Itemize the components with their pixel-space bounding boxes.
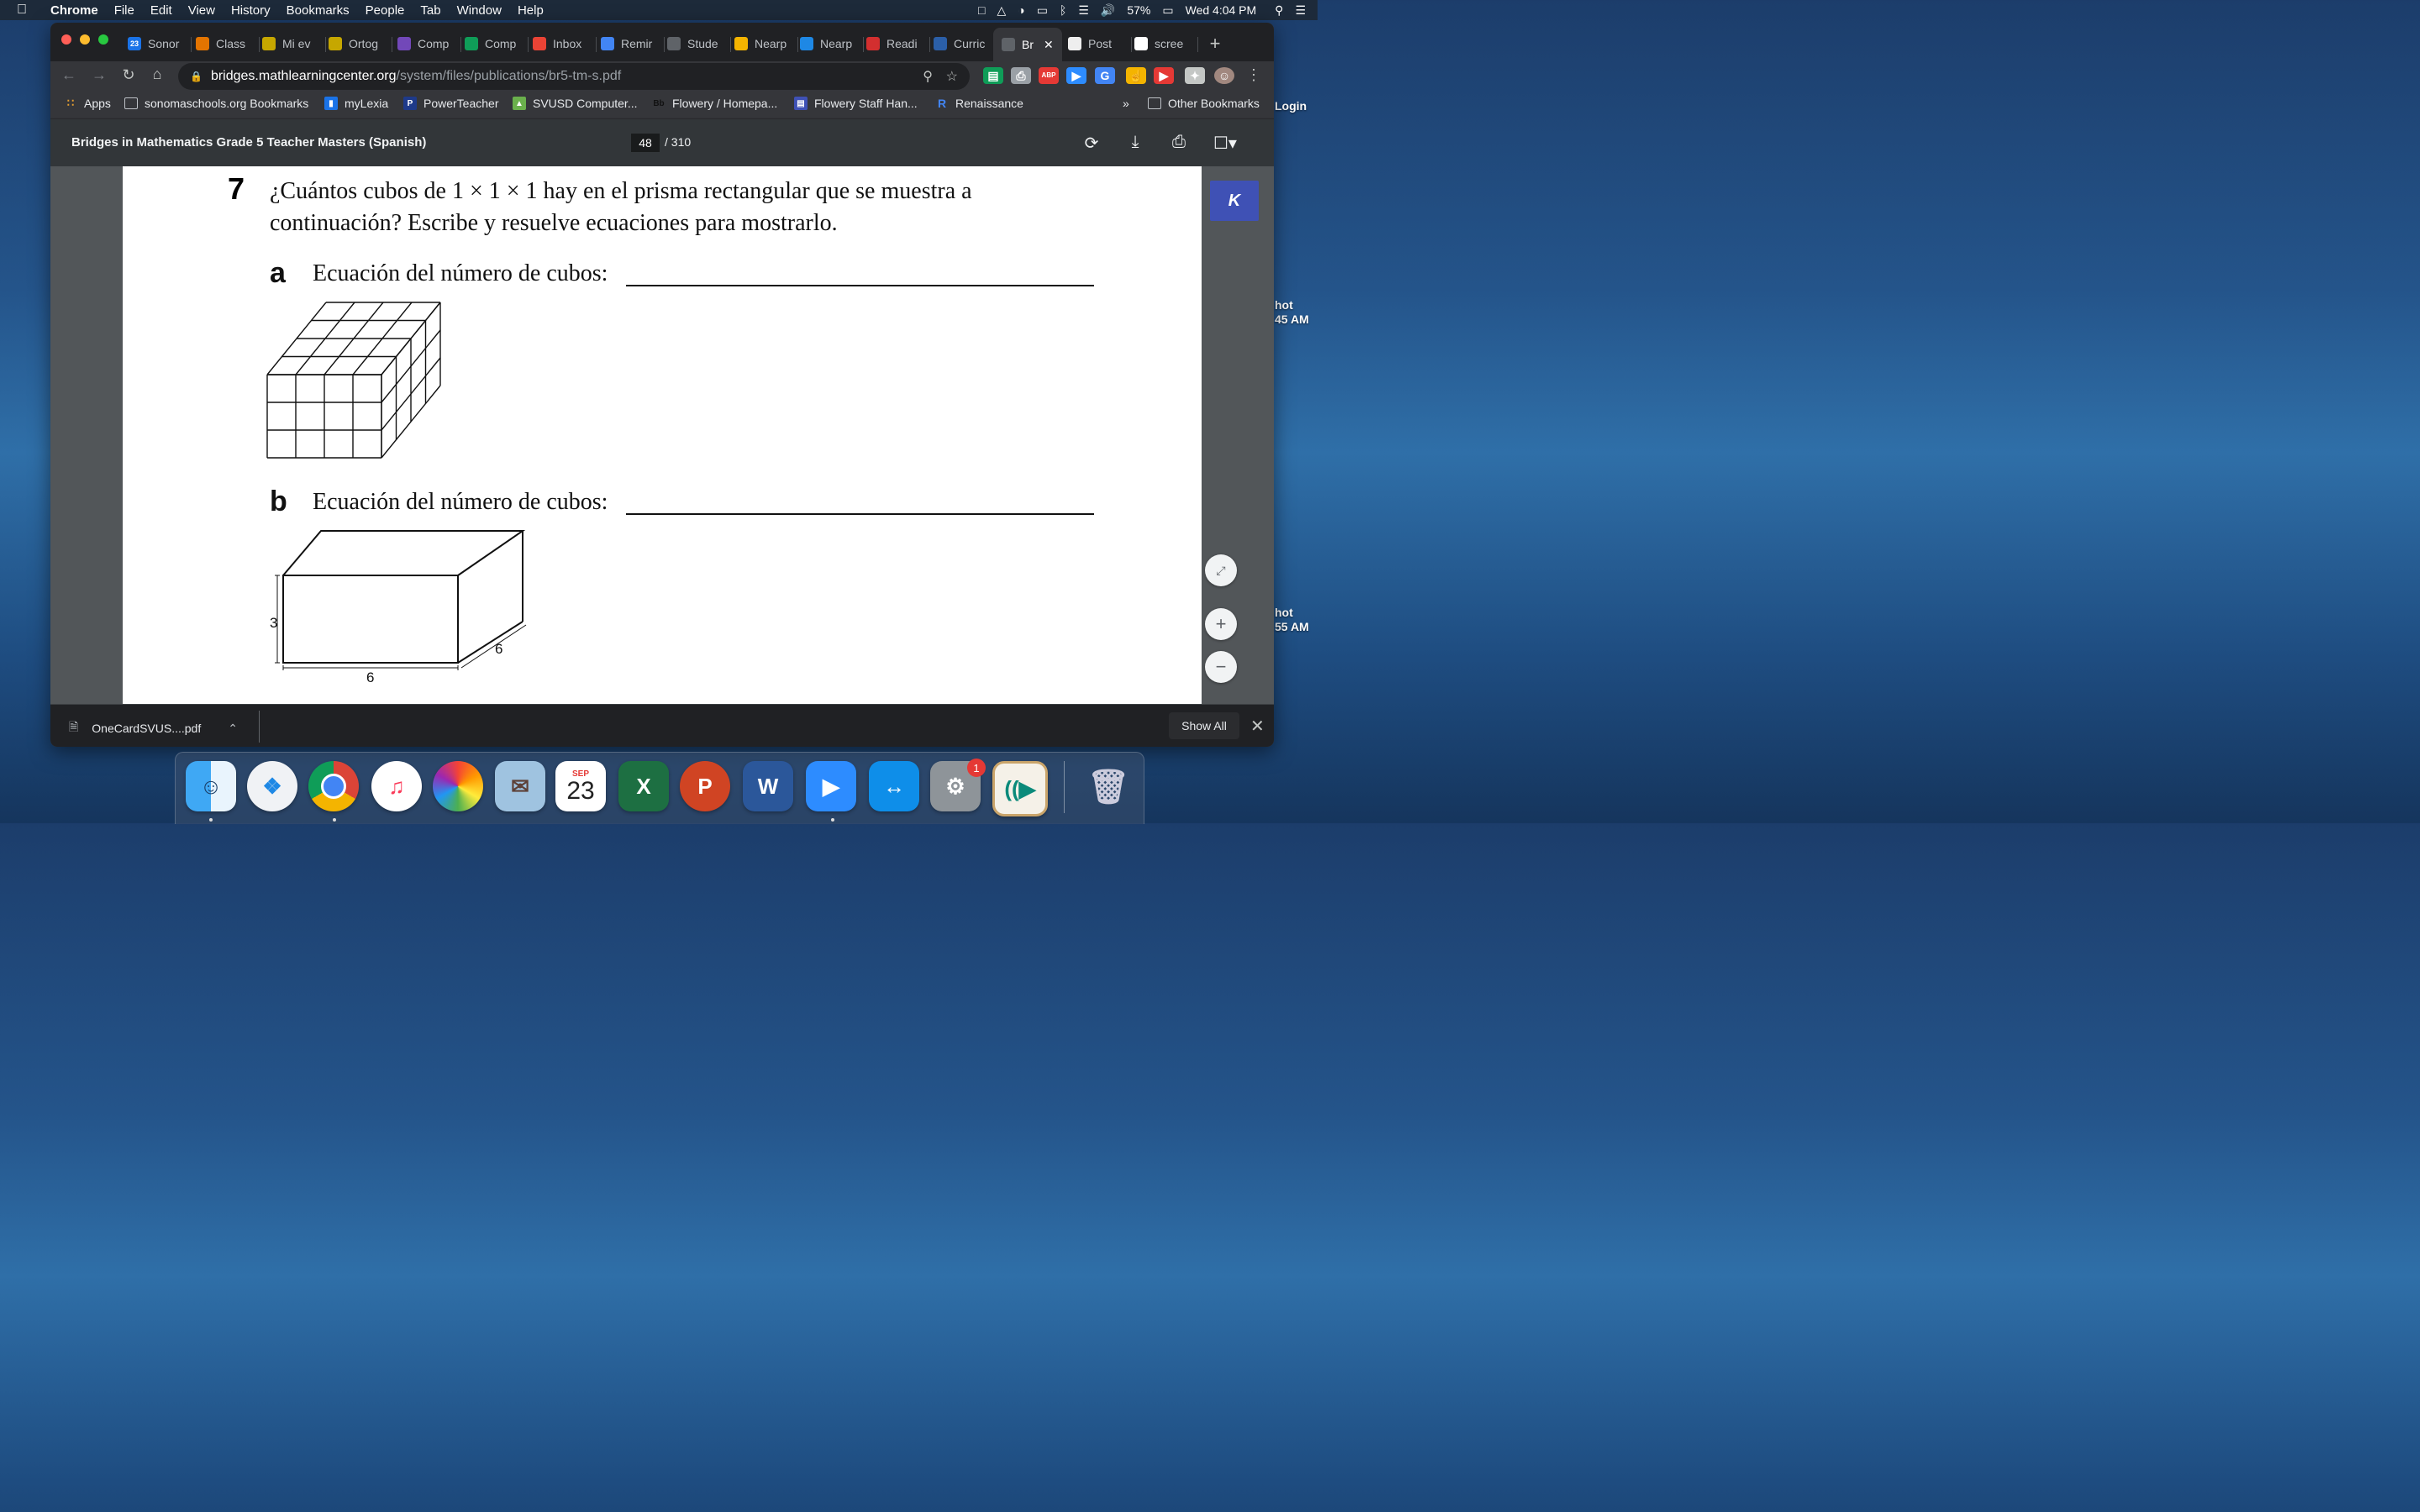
tab-title: scree [1155, 37, 1184, 50]
powerpoint-icon[interactable]: P [680, 761, 730, 811]
fit-page-icon[interactable]: ⤢ [1205, 554, 1237, 586]
tab-active[interactable] [993, 28, 1062, 61]
blackboard-icon: Bb [652, 97, 666, 110]
prism-bottom-edge [458, 622, 523, 663]
prism-top-face [283, 531, 523, 575]
pdf-file-icon: 🗎 [69, 720, 79, 733]
svusd-icon: ▲ [513, 97, 526, 110]
bookmark-svusd[interactable] [513, 97, 638, 110]
running-indicator [831, 818, 834, 822]
new-tab-button[interactable]: + [1209, 33, 1221, 54]
bookmark-flowery-staff[interactable] [794, 97, 918, 110]
menu-tab[interactable]: Tab [420, 3, 441, 18]
folder-icon [1148, 97, 1161, 109]
wifi-icon[interactable]: ☰ [1078, 3, 1089, 17]
chrome-window [50, 23, 1274, 747]
menu-bookmarks[interactable]: Bookmarks [286, 3, 350, 18]
zoom-window-button[interactable] [98, 34, 108, 45]
menu-help[interactable]: Help [517, 3, 544, 18]
bookmark-label: Flowery Staff Han... [814, 97, 918, 110]
depth-dimension-line [461, 625, 526, 668]
tab[interactable] [526, 29, 597, 58]
close-window-button[interactable] [61, 34, 71, 45]
pdf-viewport[interactable] [50, 166, 1274, 704]
tab-title: Curric [954, 37, 986, 50]
desktop-label-time: 55 AM [1275, 620, 1309, 633]
back-button[interactable]: ← [61, 66, 76, 83]
tab-title: Ortog [349, 37, 379, 50]
desktop-label-time: 45 AM [1275, 312, 1309, 326]
part-a-text: Ecuación del número de cubos: [313, 260, 608, 286]
calendar-icon[interactable] [555, 761, 606, 811]
clock[interactable]: Wed 4:04 PM [1185, 3, 1257, 17]
download-item[interactable] [69, 718, 238, 738]
width-label: 6 [366, 669, 375, 685]
tab[interactable] [728, 29, 798, 58]
part-b-text: Ecuación del número de cubos: [313, 489, 608, 515]
dock [175, 752, 1144, 824]
zoom-out-button[interactable]: − [1205, 651, 1237, 683]
compass-icon [800, 37, 813, 50]
plus-icon [465, 37, 478, 50]
puzzle-extensions-icon[interactable]: ✦ [1185, 67, 1205, 84]
tab[interactable] [594, 29, 665, 58]
part-a-label: a [270, 257, 286, 289]
cast-extension-icon[interactable]: ▤ [983, 67, 1003, 84]
address-bar[interactable] [178, 63, 970, 90]
bookmark-star-icon[interactable]: ☆ [945, 70, 958, 84]
depth-label: 6 [495, 641, 503, 657]
menu-history[interactable]: History [230, 3, 271, 18]
zoom-in-button[interactable]: + [1205, 608, 1237, 640]
system-preferences-icon[interactable]: ⚙ [930, 761, 981, 811]
bookmark-label: Apps [84, 97, 111, 110]
rectangular-prism [266, 528, 534, 704]
tab[interactable] [255, 29, 326, 58]
tab-title: Comp [485, 37, 517, 50]
bookmark-label: PowerTeacher [424, 97, 499, 110]
printer-extension-icon[interactable]: ⎙ [1011, 67, 1031, 84]
tab[interactable] [458, 29, 529, 58]
zoom-extension-icon[interactable]: ▶ [1066, 67, 1086, 84]
bookmark-apps[interactable] [64, 97, 111, 110]
chrome-menu-icon[interactable]: ⋮ [1246, 66, 1261, 83]
tab-title: Stude [687, 37, 718, 50]
zoom-app-icon[interactable]: ▶ [806, 761, 856, 811]
tab-title: Comp [418, 37, 450, 50]
desktop-label-login: Login [1275, 99, 1307, 113]
calendar-day: 23 [566, 776, 595, 805]
bookmark-flowery-home[interactable] [652, 97, 777, 110]
minimize-window-button[interactable] [80, 34, 90, 45]
forward-button[interactable]: → [92, 66, 107, 83]
tab-title: Post [1088, 37, 1113, 50]
running-indicator [209, 818, 213, 822]
question-text [270, 176, 1043, 239]
browser-toolbar [50, 61, 1274, 92]
battery-percent[interactable]: 57% [1127, 3, 1151, 17]
bookmark-powerteacher[interactable] [403, 97, 499, 110]
tab-title: Mi ev [282, 37, 311, 50]
bookmark-label: Other Bookmarks [1168, 97, 1260, 110]
screencastify-icon[interactable]: ((▶ [992, 761, 1048, 816]
bookmark-label: Flowery / Homepa... [672, 97, 778, 110]
tab[interactable] [927, 29, 997, 58]
battery-icon[interactable]: ▭ [1162, 3, 1174, 17]
downloads-bar [50, 704, 1274, 747]
music-icon[interactable]: ♫ [371, 761, 422, 811]
bookmark-label: myLexia [345, 97, 389, 110]
photos-icon[interactable] [433, 761, 483, 811]
tab[interactable] [322, 29, 392, 58]
document-icon: ▤ [794, 97, 808, 110]
calendar-month: SEP [571, 769, 589, 779]
lock-icon: 🔒 [190, 71, 203, 82]
drive-menu-icon[interactable]: △ [997, 3, 1007, 17]
print-icon[interactable]: ⎙ [1172, 133, 1186, 151]
tab[interactable] [793, 29, 864, 58]
part-a-answer-line[interactable] [626, 285, 1094, 286]
bridges-icon [934, 37, 947, 50]
folder-icon [124, 97, 138, 109]
pdf-title: Bridges in Mathematics Grade 5 Teacher Masters (Spanish) [71, 135, 427, 150]
tab-title: Br [1022, 38, 1034, 51]
menu-file[interactable]: File [113, 3, 134, 18]
desktop-label-screenshot: hot [1275, 298, 1293, 312]
tab-title: Readi [886, 37, 918, 50]
bookmark-label: sonomaschools.org Bookmarks [145, 97, 309, 110]
word-icon[interactable]: W [743, 761, 793, 811]
running-indicator [333, 818, 336, 822]
close-tab-icon[interactable]: ✕ [1044, 37, 1054, 51]
tab-strip [50, 23, 1274, 61]
gmail-icon [533, 37, 546, 50]
prism-front-face [283, 575, 458, 663]
trash-icon[interactable]: 🗑 [1086, 768, 1130, 806]
extension-k-button[interactable]: K [1210, 181, 1259, 221]
dock-divider [1064, 761, 1065, 813]
cube-grid-prism [266, 301, 467, 469]
show-all-button[interactable]: Show All [1169, 712, 1239, 739]
question-line-1: ¿Cuántos cubos de 1 × 1 × 1 hay en el prisma rectangular que se muestra a [270, 178, 972, 204]
bookmark-other[interactable] [1148, 97, 1260, 110]
chrome-icon[interactable] [308, 761, 359, 811]
bookmark-label: Renaissance [955, 97, 1023, 110]
spotlight-icon[interactable]: ⚲ [1275, 3, 1284, 17]
slides-icon [734, 37, 748, 50]
url-path: /system/files/publications/br5-tm-s.pdf [396, 69, 622, 83]
part-b-answer-line[interactable] [626, 513, 1094, 515]
classroom-icon [262, 37, 276, 50]
zoom-menu-icon[interactable]: □ [977, 3, 986, 17]
tab[interactable] [1128, 29, 1198, 58]
menu-people[interactable]: People [365, 3, 405, 18]
menu-edit[interactable]: Edit [150, 3, 172, 18]
adblock-icon[interactable]: ABP [1039, 67, 1059, 84]
binoculars-icon[interactable]: ◑ [1018, 3, 1025, 17]
preview-icon[interactable]: ✉ [495, 761, 545, 811]
menu-window[interactable]: Window [456, 3, 502, 18]
rotate-icon[interactable]: ⟳ [1084, 134, 1099, 153]
notification-badge: 1 [967, 759, 986, 777]
globe-icon [1002, 38, 1015, 51]
page-number-input[interactable]: 48 [631, 134, 660, 152]
thumbs-up-icon[interactable]: ☝ [1126, 67, 1146, 84]
menu-view[interactable]: View [187, 3, 215, 18]
check-icon [1068, 37, 1081, 50]
lexia-icon: ▮ [324, 97, 338, 110]
page-total: / 310 [665, 135, 692, 149]
question-number: 7 [228, 171, 245, 206]
pdf-page [123, 166, 1202, 704]
tab[interactable] [660, 29, 731, 58]
height-label: 3 [270, 615, 278, 631]
download-icon[interactable]: ⤓ [1131, 133, 1139, 151]
zoom-lens-icon[interactable]: ⚲ [923, 70, 933, 84]
google-icon [1134, 37, 1148, 50]
tab[interactable] [189, 29, 260, 58]
apple-menu-icon[interactable] [17, 3, 34, 18]
question-line-2: continuación? Escribe y resuelve ecuaciones para mostrarlo. [270, 210, 838, 236]
tab-title: Inbox [553, 37, 582, 50]
url-host: bridges.mathlearningcenter.org [210, 69, 397, 83]
safari-icon[interactable]: ❖ [247, 761, 297, 811]
tab[interactable] [1061, 29, 1132, 58]
finder-icon[interactable]: ☺ [186, 761, 236, 811]
excel-icon[interactable]: X [618, 761, 669, 811]
tab[interactable] [391, 29, 461, 58]
part-b-label: b [270, 486, 287, 517]
teamviewer-icon[interactable]: ↔ [869, 761, 919, 811]
download-filename: OneCardSVUS....pdf [92, 722, 202, 735]
profile-avatar-icon[interactable]: ☺ [1214, 67, 1234, 84]
chevron-up-icon[interactable]: ⌃ [228, 721, 238, 735]
bluetooth-icon[interactable]: ᛒ [1059, 3, 1067, 17]
pdf-toolbar [50, 119, 1274, 166]
bookmark-mylexia[interactable] [324, 97, 388, 110]
bookmark-icon[interactable]: ☐▾ [1213, 134, 1237, 153]
bookmarks-overflow-button[interactable]: » [1123, 97, 1129, 110]
bookmark-renaissance[interactable] [935, 97, 1023, 110]
bookmarks-bar [50, 92, 1274, 119]
apps-grid-icon: ∷ [66, 97, 75, 109]
tab-title: Remir [621, 37, 653, 50]
calendar-icon: 23 [128, 37, 141, 50]
divider [259, 711, 260, 743]
macos-menu-bar [0, 0, 1318, 20]
notification-center-icon[interactable]: ☰ [1295, 3, 1306, 17]
menu-app-name[interactable]: Chrome [50, 3, 98, 18]
tab-title: Sonor [148, 37, 180, 50]
tab[interactable] [860, 29, 930, 58]
tab[interactable] [121, 29, 192, 58]
airplay-icon[interactable]: ▭ [1036, 3, 1048, 17]
tab-title: Class [216, 37, 246, 50]
tab-title: Nearp [820, 37, 853, 50]
divider [1197, 37, 1198, 52]
powerteacher-icon: P [403, 97, 417, 110]
chat-icon [601, 37, 614, 50]
translate-icon[interactable]: G [1095, 67, 1115, 84]
screencast-extension-icon[interactable]: ▶ [1154, 67, 1174, 84]
volume-icon[interactable]: 🔊 [1100, 3, 1116, 17]
home-button[interactable]: ⌂ [152, 66, 162, 82]
renaissance-icon: R [935, 97, 949, 110]
classroom-icon [329, 37, 342, 50]
desktop-label-screenshot: hot [1275, 606, 1293, 619]
globe-icon [667, 37, 681, 50]
close-downloads-icon[interactable]: ✕ [1250, 717, 1265, 736]
bookmark-sonomaschools[interactable] [124, 97, 308, 110]
bookmark-label: SVUSD Computer... [533, 97, 638, 110]
classroom-icon [196, 37, 209, 50]
mcgraw-icon [866, 37, 880, 50]
forms-icon [397, 37, 411, 50]
reload-button[interactable]: ↻ [122, 66, 135, 83]
tab-title: Nearp [755, 37, 787, 50]
